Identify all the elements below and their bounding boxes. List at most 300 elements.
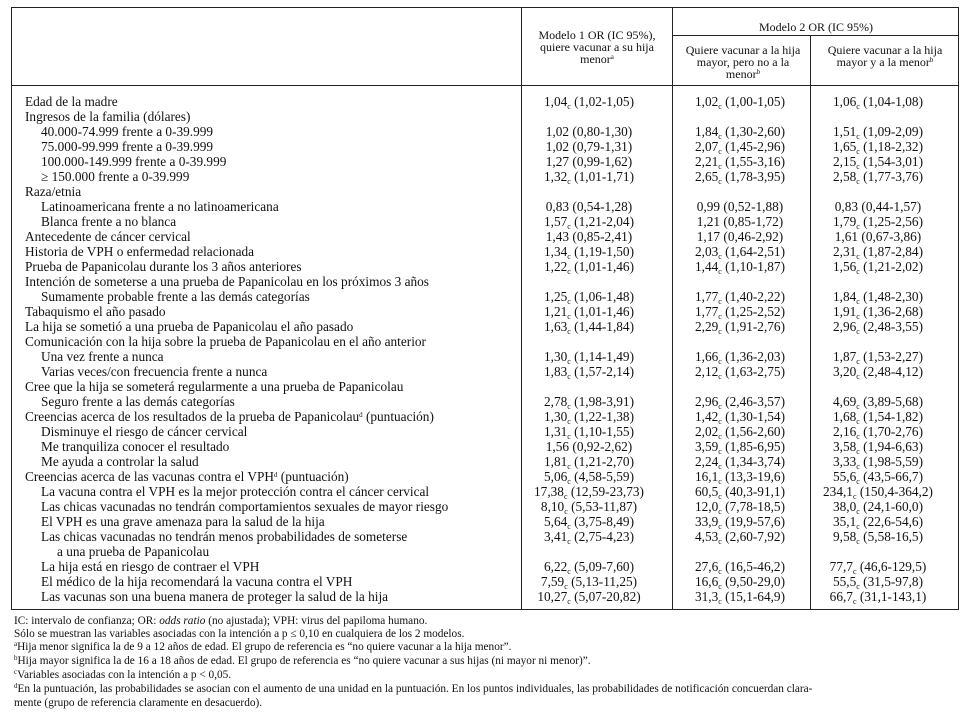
table-row (11, 544, 959, 559)
confidence-interval: (1,63-2,75) (721, 364, 785, 379)
row-label-text: a una prueba de Papanicolau (57, 544, 210, 559)
or-value: 1,83 (544, 364, 568, 379)
or-value: 12,0 (695, 499, 719, 514)
or-value: 2,31 (833, 244, 857, 259)
confidence-interval: (150,4-364,2) (856, 484, 933, 499)
or-value: 2,29 (695, 319, 719, 334)
confidence-interval: (1,44-1,84) (570, 319, 634, 334)
confidence-interval: (13,3-19,6) (721, 469, 785, 484)
row-label-text: Las chicas vacunadas no tendrán menos probabilidades de someterse (41, 529, 408, 544)
confidence-interval: (1,54-3,01) (859, 154, 923, 169)
row-label (25, 259, 302, 274)
or-value: 5,64 (544, 514, 568, 529)
significance-mark: c (856, 327, 860, 336)
footnote-c-text: Variables asociadas con la intención a p < 0,05. (17, 669, 232, 681)
or-value: 2,03 (695, 244, 719, 259)
significance-mark: c (567, 402, 571, 411)
row-label (25, 274, 429, 289)
or-value: 7,59 (540, 574, 565, 589)
or-value: 6,22 (544, 559, 568, 574)
confidence-interval: (5,09-7,60) (570, 559, 634, 574)
significance-mark: c (856, 522, 860, 531)
or-value: 1,02 (545, 124, 570, 139)
or-value: 10,27 (537, 589, 568, 604)
significance-mark: c (567, 102, 571, 111)
table-row (11, 394, 959, 409)
table-row (11, 304, 959, 319)
row-label (25, 229, 191, 244)
or-value: 1,21 (544, 304, 568, 319)
table-row (11, 439, 959, 454)
row-label-tail: (puntuación) (277, 469, 349, 484)
significance-mark: c (856, 582, 860, 591)
confidence-interval: (5,53-11,87) (567, 499, 638, 514)
footnote-abbr-pre: IC: intervalo de confianza; OR: (14, 615, 160, 627)
or-value: 0,83 (834, 199, 859, 214)
header-model2-col1 (681, 44, 805, 82)
or-value: 3,58 (833, 439, 857, 454)
confidence-interval: (15,1-64,9) (721, 589, 785, 604)
table-row (11, 229, 959, 244)
table-row (11, 409, 959, 424)
row-label (41, 169, 189, 184)
significance-mark: c (718, 312, 722, 321)
confidence-interval: (0,85-2,41) (569, 229, 633, 244)
significance-mark: c (564, 507, 568, 516)
or-value: 1,42 (695, 409, 719, 424)
footnote-b (14, 655, 964, 669)
footnote-a-sup: a (14, 640, 18, 648)
significance-mark: c (856, 102, 860, 111)
header-model1-text: Modelo 1 OR (IC 95%), quiere vacunar a su hija menor (538, 28, 656, 66)
row-label-text: El médico de la hija recomendará la vacuna contra el VPH (41, 574, 353, 589)
row-label (25, 319, 353, 334)
or-value: 1,30 (544, 409, 568, 424)
significance-mark: c (718, 462, 722, 471)
confidence-interval: (9,50-29,0) (721, 574, 785, 589)
significance-mark: c (567, 417, 571, 426)
row-label-sup: d (273, 471, 278, 479)
confidence-interval: (1,01-1,46) (570, 304, 634, 319)
row-label-text: Sumamente probable frente a las demás categorías (41, 289, 310, 304)
significance-mark: c (567, 222, 571, 231)
row-label-text: Ingresos de la familia (dólares) (25, 109, 191, 124)
significance-mark: c (856, 417, 860, 426)
confidence-interval: (1,02-1,05) (570, 94, 634, 109)
or-value: 2,96 (833, 319, 857, 334)
footnote-c (14, 669, 964, 683)
table-row (11, 319, 959, 334)
or-value: 1,34 (544, 244, 568, 259)
confidence-interval: (1,78-3,95) (721, 169, 785, 184)
row-label-text: Las chicas vacunadas no tendrán comportamientos sexuales de mayor riesgo (41, 499, 449, 514)
table-row (11, 244, 959, 259)
row-label (25, 334, 426, 349)
row-label-text: Me ayuda a controlar la salud (41, 454, 199, 469)
row-label-text: Seguro frente a las demás categorías (41, 394, 235, 409)
row-label-text: Varias veces/con frecuencia frente a nunca (41, 364, 268, 379)
confidence-interval: (1,40-2,22) (721, 289, 785, 304)
header-model1 (527, 29, 667, 67)
confidence-interval: (5,58-16,5) (859, 529, 923, 544)
confidence-interval: (7,78-18,5) (721, 499, 785, 514)
or-value: 1,30 (544, 349, 568, 364)
or-value: 1,56 (545, 439, 570, 454)
significance-mark: c (567, 252, 571, 261)
confidence-interval: (0,85-1,72) (720, 214, 784, 229)
row-label-text: Edad de la madre (25, 94, 118, 109)
or-value: 1,44 (695, 259, 719, 274)
confidence-interval: (1,01-1,71) (570, 169, 634, 184)
confidence-interval: (4,58-5,59) (570, 469, 634, 484)
table-bottom-rule (11, 609, 959, 610)
table-row (11, 514, 959, 529)
row-label-text: Intención de someterse a una prueba de Papanicolau en los próximos 3 años (25, 274, 429, 289)
significance-mark: c (567, 372, 571, 381)
or-value: 1,04 (544, 94, 568, 109)
table-top-rule (11, 7, 959, 8)
footnote-selection: Sólo se muestran las variables asociadas con la intención a p ≤ 0,10 en cualquiera de los 2 modelos. (14, 628, 465, 640)
or-value: 1,65 (833, 139, 857, 154)
significance-mark: c (567, 267, 571, 276)
or-value: 2,96 (695, 394, 719, 409)
confidence-interval: (0,79-1,31) (569, 139, 633, 154)
row-label-text: Comunicación con la hija sobre la prueba de Papanicolau en el año anterior (25, 334, 426, 349)
confidence-interval: (16,5-46,2) (721, 559, 785, 574)
confidence-interval: (1,00-1,05) (721, 94, 785, 109)
row-label (41, 424, 247, 439)
significance-mark: c (718, 162, 722, 171)
significance-mark: c (856, 507, 860, 516)
significance-mark: c (567, 432, 571, 441)
or-value: 38,0 (833, 499, 857, 514)
table-row (11, 349, 959, 364)
significance-mark: c (856, 537, 860, 546)
row-label-text: Creencias acerca de los resultados de la prueba de Papanicolau (25, 409, 360, 424)
row-label (41, 589, 388, 604)
confidence-interval: (0,46-2,92) (720, 229, 784, 244)
table-row (11, 214, 959, 229)
significance-mark: c (567, 537, 571, 546)
row-label (41, 514, 325, 529)
table-row (11, 484, 959, 499)
confidence-interval: (31,1-143,1) (856, 589, 927, 604)
row-label-text: Las vacunas son una buena manera de proteger la salud de la hija (41, 589, 389, 604)
significance-mark: c (856, 297, 860, 306)
row-label (25, 379, 403, 394)
or-value: 1,02 (695, 94, 719, 109)
row-label-text: La hija se sometió a una prueba de Papanicolau el año pasado (25, 319, 354, 334)
row-label-text: La vacuna contra el VPH es la mejor protección contra el cáncer cervical (41, 484, 430, 499)
confidence-interval: (1,53-2,27) (859, 349, 923, 364)
or-value: 8,10 (540, 499, 565, 514)
row-label (41, 529, 407, 544)
or-value: 3,59 (695, 439, 719, 454)
footnote-c-sup: c (14, 668, 18, 676)
or-value: 1,21 (696, 214, 721, 229)
table-row (11, 334, 959, 349)
or-value: 2,21 (695, 154, 719, 169)
row-label (25, 244, 254, 259)
row-label-text: Disminuye el riesgo de cáncer cervical (41, 424, 248, 439)
confidence-interval: (1,22-1,38) (570, 409, 634, 424)
or-value: 2,65 (695, 169, 719, 184)
or-value: 1,27 (545, 154, 570, 169)
confidence-interval: (0,80-1,30) (569, 124, 633, 139)
significance-mark: c (718, 357, 722, 366)
or-value: 3,33 (833, 454, 857, 469)
model2-underline (673, 35, 959, 36)
footnote-abbreviations (14, 615, 964, 628)
or-value: 60,5 (695, 484, 719, 499)
row-label-text: Prueba de Papanicolau durante los 3 años anteriores (25, 259, 302, 274)
table-row (11, 169, 959, 184)
significance-mark: c (856, 432, 860, 441)
significance-mark: c (852, 597, 857, 606)
or-value: 2,07 (695, 139, 719, 154)
or-value: 35,1 (833, 514, 857, 529)
significance-mark: c (718, 522, 722, 531)
or-value: 1,25 (544, 289, 568, 304)
confidence-interval: (1,25-2,56) (859, 214, 923, 229)
significance-mark: c (718, 597, 722, 606)
significance-mark: c (718, 252, 722, 261)
or-value: 2,12 (695, 364, 719, 379)
row-label (41, 454, 199, 469)
table-row (11, 424, 959, 439)
confidence-interval: (1,91-2,76) (721, 319, 785, 334)
significance-mark: c (567, 297, 571, 306)
significance-mark: c (718, 372, 722, 381)
significance-mark: c (856, 312, 860, 321)
row-label (57, 544, 209, 559)
confidence-interval: (31,5-97,8) (859, 574, 923, 589)
table-row (11, 529, 959, 544)
table-row (11, 364, 959, 379)
confidence-interval: (0,54-1,28) (569, 199, 633, 214)
confidence-interval: (1,55-3,16) (721, 154, 785, 169)
header-model2-col2 (819, 44, 951, 70)
or-value: 3,20 (833, 364, 857, 379)
significance-mark: c (856, 177, 860, 186)
footnote-a (14, 641, 964, 655)
significance-mark: c (718, 537, 722, 546)
significance-mark: c (567, 597, 571, 606)
confidence-interval: (2,46-3,57) (721, 394, 785, 409)
table-row (11, 454, 959, 469)
table-row (11, 184, 959, 199)
confidence-interval: (0,67-3,86) (858, 229, 922, 244)
footnote-b-sup: b (14, 654, 18, 662)
table-row (11, 589, 959, 604)
or-value: 4,69 (833, 394, 857, 409)
or-value: 55,6 (833, 469, 857, 484)
confidence-interval: (19,9-57,6) (721, 514, 785, 529)
significance-mark: c (856, 162, 860, 171)
confidence-interval: (1,34-3,74) (721, 454, 785, 469)
header-model2-col2-sup: b (929, 56, 934, 64)
confidence-interval: (2,60-7,92) (721, 529, 785, 544)
or-cell-model-2 (673, 589, 807, 606)
confidence-interval: (1,64-2,51) (721, 244, 785, 259)
row-label-text: Tabaquismo el año pasado (25, 304, 166, 319)
confidence-interval: (1,04-1,08) (859, 94, 923, 109)
significance-mark: c (718, 297, 722, 306)
row-label-text: Antecedente de cáncer cervical (25, 229, 191, 244)
or-value: 9,58 (833, 529, 857, 544)
or-value: 1,84 (833, 289, 857, 304)
confidence-interval: (1,21-2,70) (570, 454, 634, 469)
or-value: 4,53 (695, 529, 719, 544)
footnote-d-text: En la puntuación, las probabilidades se asocian con el aumento de una unidad en la puntuación. En los puntos individuales, las probabilidades de notificación concuerdan clara- (17, 683, 813, 695)
row-label (41, 214, 176, 229)
confidence-interval: (1,98-5,59) (859, 454, 923, 469)
significance-mark: c (567, 177, 571, 186)
row-label-text: ≥ 150.000 frente a 0-39.999 (41, 169, 190, 184)
or-value: 1,77 (695, 304, 719, 319)
footnote-d-cont: mente (grupo de referencia claramente en desacuerdo). (14, 697, 263, 709)
confidence-interval: (1,06-1,48) (570, 289, 634, 304)
confidence-interval: (5,07-20,82) (570, 589, 641, 604)
row-label-text: Una vez frente a nunca (41, 349, 164, 364)
confidence-interval: (1,36-2,03) (721, 349, 785, 364)
significance-mark: c (718, 432, 722, 441)
significance-mark: c (718, 267, 722, 276)
or-value: 2,02 (695, 424, 719, 439)
significance-mark: c (856, 477, 860, 486)
significance-mark: c (567, 327, 571, 336)
significance-mark: c (718, 582, 722, 591)
footnote-d-sup: d (14, 682, 18, 690)
confidence-interval: (1,01-1,46) (570, 259, 634, 274)
significance-mark: c (718, 567, 722, 576)
confidence-interval: (2,48-4,12) (859, 364, 923, 379)
or-value: 2,16 (833, 424, 857, 439)
significance-mark: c (718, 477, 722, 486)
row-label-text: Historia de VPH o enfermedad relacionada (25, 244, 255, 259)
confidence-interval: (1,30-1,54) (721, 409, 785, 424)
significance-mark: c (567, 357, 571, 366)
significance-mark: c (567, 312, 571, 321)
or-value: 234,1 (823, 484, 853, 499)
row-label-text: Cree que la hija se someterá regularmente a una prueba de Papanicolau (25, 379, 404, 394)
or-value: 1,66 (695, 349, 719, 364)
row-label (41, 484, 429, 499)
or-value: 5,06 (544, 469, 568, 484)
confidence-interval: (1,10-1,55) (570, 424, 634, 439)
or-value: 66,7 (829, 589, 853, 604)
confidence-interval: (46,6-129,5) (856, 559, 927, 574)
or-value: 1,17 (696, 229, 721, 244)
significance-mark: c (718, 327, 722, 336)
significance-mark: c (718, 447, 722, 456)
or-value: 0,83 (545, 199, 570, 214)
row-label-text: 40.000-74.999 frente a 0-39.999 (41, 124, 214, 139)
header-model2: Modelo 2 OR (IC 95%) (759, 20, 873, 34)
or-value: 2,78 (544, 394, 568, 409)
significance-mark: c (856, 147, 860, 156)
significance-mark: c (567, 522, 571, 531)
row-label (41, 124, 213, 139)
or-value: 0,99 (696, 199, 721, 214)
confidence-interval: (3,89-5,68) (859, 394, 923, 409)
significance-mark: c (856, 462, 860, 471)
significance-mark: c (567, 462, 571, 471)
row-label (41, 574, 352, 589)
row-label (25, 109, 190, 124)
confidence-interval: (2,75-4,23) (570, 529, 634, 544)
or-value: 1,68 (833, 409, 857, 424)
confidence-interval: (0,99-1,62) (569, 154, 633, 169)
confidence-interval: (0,92-2,62) (569, 439, 633, 454)
confidence-interval: (1,56-2,60) (721, 424, 785, 439)
table-footnotes (14, 615, 964, 710)
table-row (11, 259, 959, 274)
confidence-interval: (1,70-2,76) (859, 424, 923, 439)
significance-mark: c (564, 582, 568, 591)
table-row (11, 499, 959, 514)
confidence-interval: (1,54-1,82) (859, 409, 923, 424)
row-label-text: Blanca frente a no blanca (41, 214, 177, 229)
header-model2-col1-sup: b (756, 68, 761, 76)
significance-mark: c (856, 252, 860, 261)
confidence-interval: (1,25-2,52) (721, 304, 785, 319)
significance-mark: c (718, 132, 722, 141)
row-label-text: Latinoamericana frente a no latinoamericana (41, 199, 279, 214)
or-value: 1,63 (544, 319, 568, 334)
confidence-interval: (22,6-54,6) (859, 514, 923, 529)
table-row (11, 154, 959, 169)
table-row (11, 94, 959, 109)
significance-mark: c (718, 102, 722, 111)
row-label (41, 199, 279, 214)
table-row (11, 109, 959, 124)
confidence-interval: (1,45-2,96) (721, 139, 785, 154)
row-label-tail: (puntuación) (362, 409, 434, 424)
or-value: 1,84 (695, 124, 719, 139)
row-label-text: 100.000-149.999 frente a 0-39.999 (41, 154, 227, 169)
confidence-interval: (1,09-2,09) (859, 124, 923, 139)
footnote-abbr-post: (no ajustada); VPH: virus del papiloma humano. (205, 615, 428, 627)
confidence-interval: (1,57-2,14) (570, 364, 634, 379)
or-value: 2,15 (833, 154, 857, 169)
row-label-text: Raza/etnia (25, 184, 82, 199)
or-value: 1,56 (833, 259, 857, 274)
confidence-interval: (1,94-6,63) (859, 439, 923, 454)
or-value: 55,5 (833, 574, 857, 589)
table-row (11, 559, 959, 574)
table-row (11, 379, 959, 394)
footnote-abbr-em: odds ratio (159, 615, 206, 627)
confidence-interval: (1,36-2,68) (859, 304, 923, 319)
significance-mark: c (852, 492, 857, 501)
confidence-interval: (3,75-8,49) (570, 514, 634, 529)
confidence-interval: (12,59-23,73) (567, 484, 644, 499)
confidence-interval: (43,5-66,7) (859, 469, 923, 484)
significance-mark: c (567, 477, 571, 486)
header-model2-col1-text: Quiere vacunar a la hija mayor, pero no a la menor (685, 43, 801, 81)
row-label-text: Creencias acerca de las vacunas contra el VPH (25, 469, 274, 484)
confidence-interval: (24,1-60,0) (859, 499, 923, 514)
significance-mark: c (718, 402, 722, 411)
row-label (41, 349, 164, 364)
confidence-interval: (1,14-1,49) (570, 349, 634, 364)
confidence-interval: (1,77-3,76) (859, 169, 923, 184)
or-value: 77,7 (829, 559, 853, 574)
table-row (11, 274, 959, 289)
header-model1-sup: a (610, 53, 614, 61)
or-value: 1,02 (545, 139, 570, 154)
